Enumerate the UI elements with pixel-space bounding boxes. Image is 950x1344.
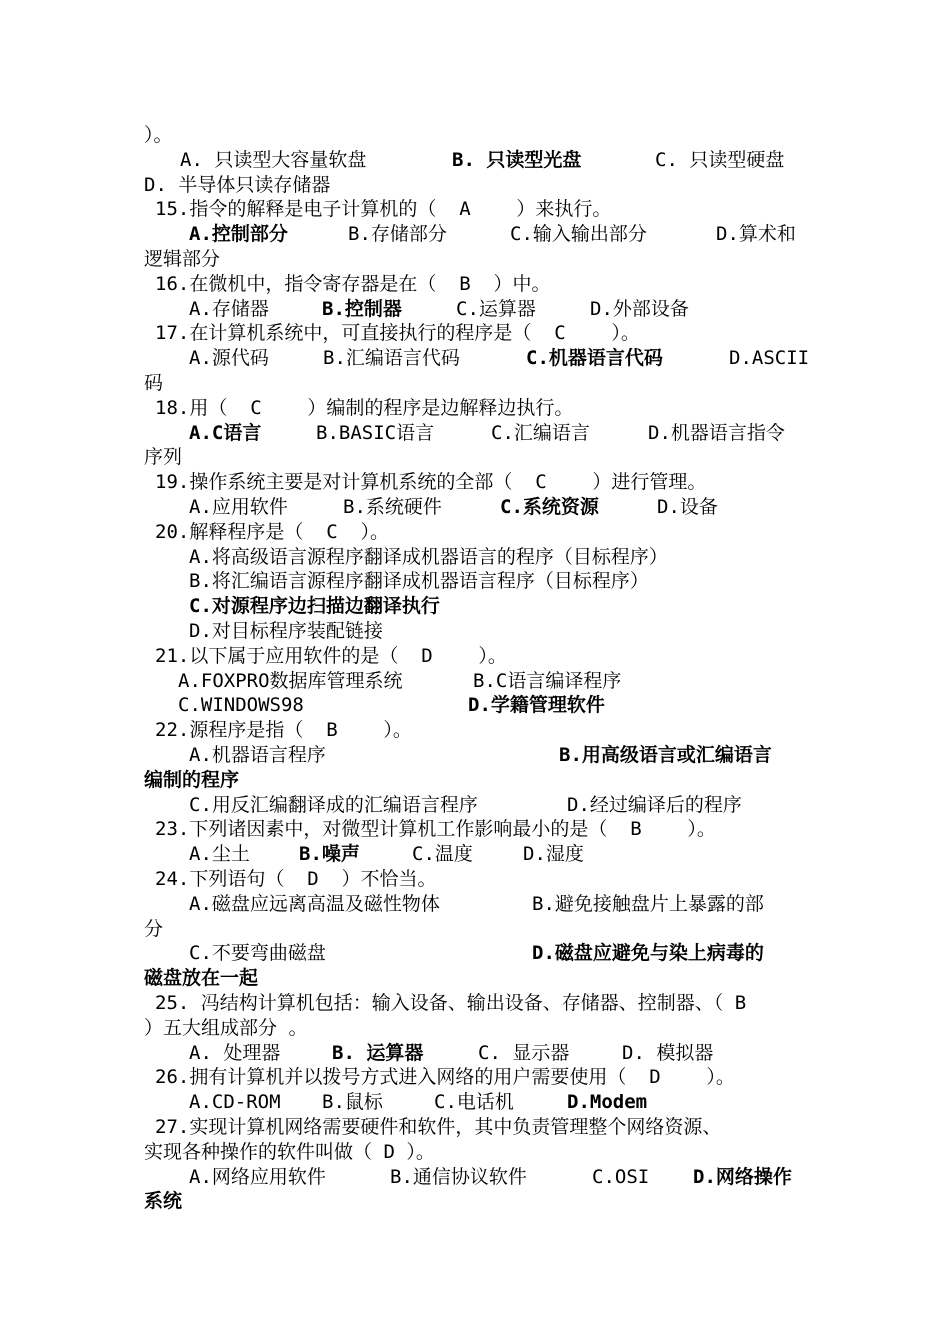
text-line-7-part-2: C.运算器 [456, 297, 536, 320]
text-line-42-part-3: D.网络操作 [693, 1165, 792, 1188]
text-line-37-part-2: C. 显示器 [478, 1041, 570, 1064]
text-line-29-part-1: B.噪声 [299, 843, 360, 866]
text-line-19-part-0: C.对源程序边扫描边翻译执行 [189, 595, 440, 618]
text-line-34-part-0: 磁盘放在一起 [144, 967, 259, 990]
text-line-4-part-0: A.控制部分 [189, 223, 288, 246]
text-line-41-part-0: 实现各种操作的软件叫做（ D ）。 [144, 1140, 435, 1163]
text-line-31-part-1: B.避免接触盘片上暴露的部 [532, 892, 764, 915]
text-line-28-part-0: 23.下列诸因素中，对微型计算机工作影响最小的是（ B ）。 [155, 818, 716, 841]
text-line-15-part-0: A.应用软件 [189, 496, 288, 518]
text-line-0-part-0: ）。 [144, 124, 173, 146]
text-line-1-part-0: A. 只读型大容量软盘 [180, 148, 367, 171]
text-line-9-part-2: C.机器语言代码 [526, 347, 663, 370]
text-line-3-part-0: 15.指令的解释是电子计算机的（ A ）来执行。 [155, 198, 612, 221]
text-line-15-part-2: C.系统资源 [500, 496, 599, 518]
text-line-9-part-0: A.源代码 [189, 347, 269, 370]
text-line-2-part-0: D. 半导体只读存储器 [144, 173, 331, 196]
text-line-12-part-3: D.机器语言指令 [648, 421, 785, 444]
text-line-11-part-0: 18.用（ C ）编制的程序是边解释边执行。 [155, 396, 574, 419]
text-line-42-part-0: A.网络应用软件 [189, 1165, 326, 1188]
text-line-29-part-0: A.尘土 [189, 843, 250, 866]
text-line-39-part-0: A.CD-ROM [189, 1091, 281, 1114]
text-line-13-part-0: 序列 [144, 446, 183, 469]
text-line-39-part-3: D.Modem [567, 1091, 648, 1114]
text-line-24-part-0: 22.源程序是指（ B ）。 [155, 719, 412, 742]
text-line-38-part-0: 26.拥有计算机并以拨号方式进入网络的用户需要使用（ D ）。 [155, 1066, 735, 1089]
text-line-5-part-0: 逻辑部分 [144, 248, 221, 270]
text-line-27-part-1: D.经过编译后的程序 [567, 793, 742, 816]
text-line-12-part-2: C.汇编语言 [491, 421, 590, 444]
text-line-30-part-0: 24.下列语句（ D ）不恰当。 [155, 868, 437, 890]
text-line-37-part-0: A. 处理器 [189, 1041, 281, 1064]
text-line-29-part-3: D.湿度 [523, 843, 584, 866]
text-line-7-part-0: A.存储器 [189, 297, 269, 320]
text-line-7-part-3: D.外部设备 [590, 297, 689, 320]
text-line-33-part-1: D.磁盘应避免与染上病毒的 [532, 942, 764, 965]
text-line-29-part-2: C.温度 [412, 843, 473, 866]
text-line-37-part-3: D. 模拟器 [622, 1041, 714, 1064]
text-line-15-part-3: D.设备 [657, 496, 718, 518]
text-line-8-part-0: 17.在计算机系统中，可直接执行的程序是（ C ）。 [155, 322, 640, 345]
text-line-6-part-0: 16.在微机中，指令寄存器是在（ B ）中。 [155, 272, 551, 295]
text-line-35-part-0: 25. 冯结构计算机包括：输入设备、输出设备、存储器、控制器、（ B [155, 992, 747, 1014]
text-line-15-part-1: B.系统硬件 [343, 496, 442, 518]
text-line-9-part-1: B.汇编语言代码 [323, 347, 460, 370]
text-line-39-part-1: B.鼠标 [322, 1091, 383, 1114]
text-line-17-part-0: A.将高级语言源程序翻译成机器语言的程序（目标程序） [189, 545, 668, 568]
text-line-42-part-1: B.通信协议软件 [390, 1165, 527, 1188]
text-line-20-part-0: D.对目标程序装配链接 [189, 620, 383, 642]
text-line-23-part-1: D.学籍管理软件 [468, 694, 605, 717]
text-line-9-part-3: D.ASCII [729, 347, 810, 370]
text-line-4-part-1: B.存储部分 [348, 223, 447, 246]
text-line-40-part-0: 27.实现计算机网络需要硬件和软件，其中负责管理整个网络资源、 [155, 1116, 722, 1138]
text-line-10-part-0: 码 [144, 372, 164, 394]
text-line-4-part-2: C.输入输出部分 [510, 223, 647, 246]
text-line-1-part-2: C. 只读型硬盘 [655, 148, 785, 171]
text-line-33-part-0: C.不要弯曲磁盘 [189, 942, 326, 965]
text-line-31-part-0: A.磁盘应远离高温及磁性物体 [189, 892, 440, 915]
text-line-27-part-0: C.用反汇编翻译成的汇编语言程序 [189, 793, 478, 816]
text-line-39-part-2: C.电话机 [434, 1091, 514, 1114]
text-line-32-part-0: 分 [144, 917, 164, 940]
text-line-37-part-1: B. 运算器 [332, 1041, 424, 1064]
text-line-25-part-1: B.用高级语言或汇编语言 [559, 744, 772, 766]
text-line-18-part-0: B.将汇编语言源程序翻译成机器语言程序（目标程序） [189, 570, 649, 593]
text-line-22-part-1: B.C语言编译程序 [473, 669, 622, 692]
text-line-43-part-0: 系统 [144, 1190, 183, 1213]
text-line-22-part-0: A.FOXPRO数据库管理系统 [178, 669, 403, 692]
text-line-26-part-0: 编制的程序 [144, 768, 240, 791]
text-line-36-part-0: ）五大组成部分 。 [144, 1016, 308, 1039]
text-line-7-part-1: B.控制器 [322, 297, 402, 320]
text-line-42-part-2: C.OSI [592, 1165, 650, 1188]
text-line-23-part-0: C.WINDOWS98 [178, 694, 304, 717]
text-line-12-part-1: B.BASIC语言 [316, 421, 435, 444]
text-line-12-part-0: A.C语言 [189, 421, 262, 444]
text-line-1-part-1: B. 只读型光盘 [452, 148, 582, 171]
text-line-14-part-0: 19.操作系统主要是对计算机系统的全部（ C ）进行管理。 [155, 471, 707, 494]
text-line-21-part-0: 21.以下属于应用软件的是（ D ）。 [155, 644, 507, 667]
text-line-25-part-0: A.机器语言程序 [189, 744, 326, 766]
text-line-4-part-3: D.算术和 [716, 223, 796, 246]
text-line-16-part-0: 20.解释程序是（ C ）。 [155, 520, 390, 543]
